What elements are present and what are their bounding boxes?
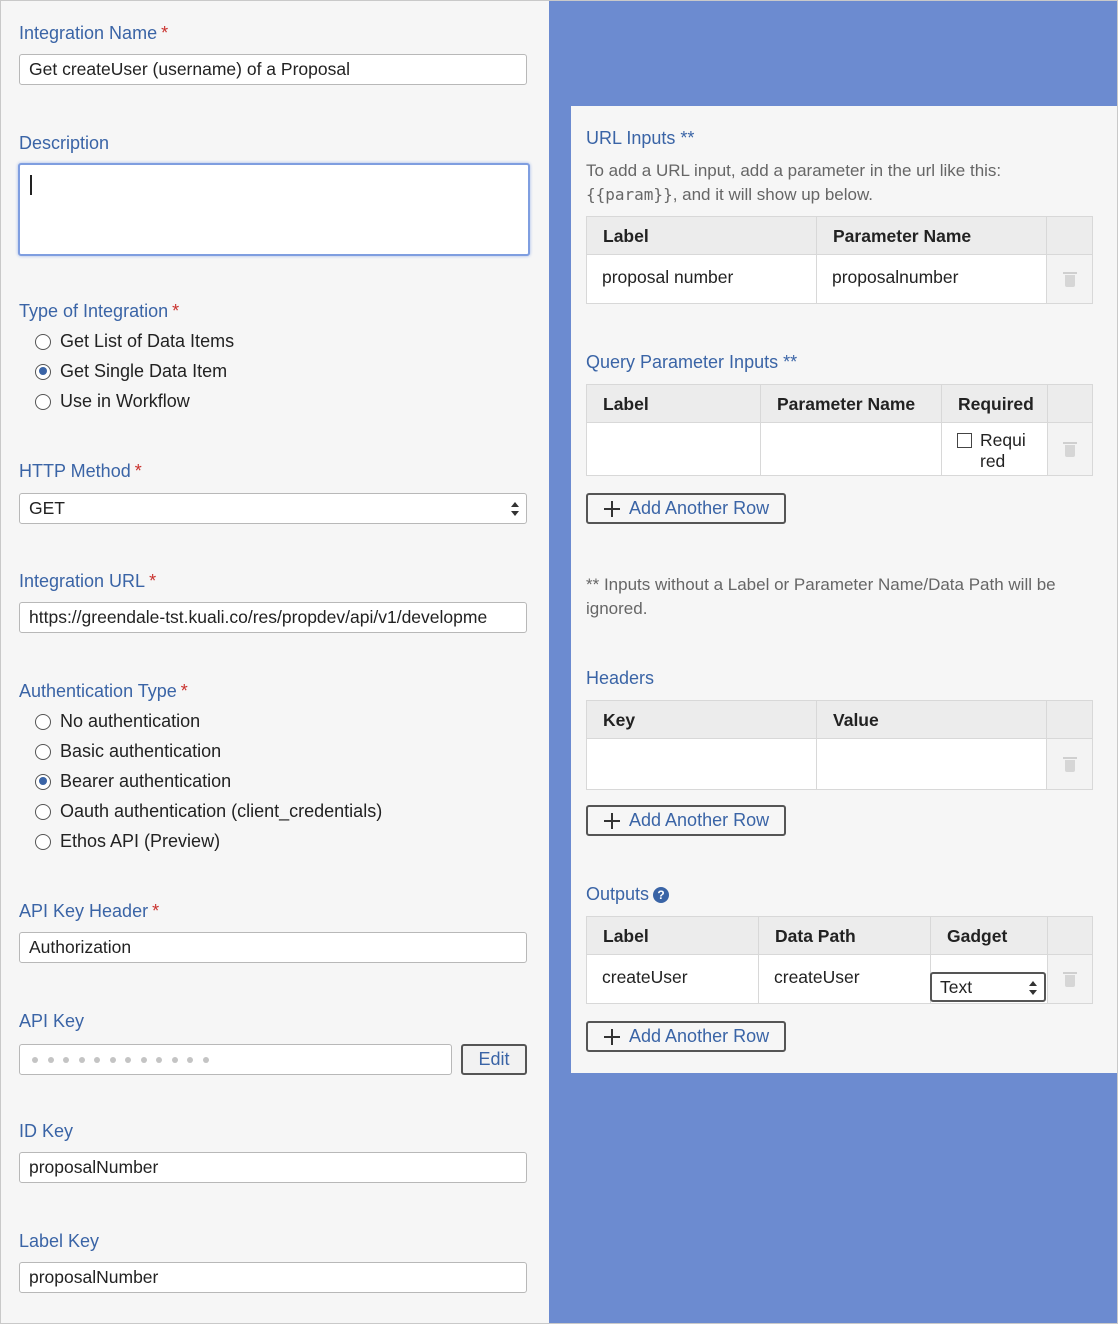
column-header-label: Label: [587, 385, 761, 422]
radio-icon[interactable]: [35, 394, 51, 410]
api-key-header-label: API Key Header *: [19, 901, 160, 921]
description-label: Description: [19, 133, 110, 153]
query-label-cell[interactable]: [587, 423, 761, 475]
column-header-required: Required: [942, 385, 1048, 422]
headers-title: Headers: [586, 668, 655, 688]
api-key-edit-button[interactable]: Edit: [461, 1044, 527, 1075]
authentication-type-label: Authentication Type *: [19, 681, 188, 701]
radio-icon[interactable]: [35, 334, 51, 350]
delete-row-button[interactable]: [1048, 423, 1092, 475]
trash-icon: [1064, 442, 1076, 457]
output-label-cell[interactable]: createUser: [587, 955, 759, 1003]
outputs-title: Outputs ?: [586, 884, 669, 905]
table-row: [587, 739, 1092, 789]
help-icon[interactable]: ?: [653, 887, 669, 903]
delete-row-button[interactable]: [1047, 255, 1092, 303]
column-header-parameter-name: Parameter Name: [761, 385, 942, 422]
checkbox-icon[interactable]: [957, 433, 972, 448]
column-header-gadget: Gadget: [931, 917, 1048, 954]
integration-form-panel: [1, 1, 549, 1323]
delete-row-button[interactable]: [1048, 955, 1092, 1003]
column-header-data-path: Data Path: [759, 917, 931, 954]
label-key-label: Label Key: [19, 1231, 100, 1251]
headers-table: [586, 700, 1093, 790]
id-key-label: ID Key: [19, 1121, 74, 1141]
header-value-cell[interactable]: [817, 739, 1047, 789]
query-parameter-table: [586, 384, 1093, 476]
outputs-table: [586, 916, 1093, 1004]
api-key-label: API Key: [19, 1011, 85, 1031]
integration-url-label: Integration URL *: [19, 571, 157, 591]
select-arrows-icon: [511, 502, 519, 516]
url-inputs-hint: To add a URL input, add a parameter in the url like this: {{param}}, and it will show up below.: [586, 161, 1002, 204]
inputs-outputs-panel: [571, 106, 1117, 1073]
url-inputs-table: [586, 216, 1093, 304]
radio-ethos[interactable]: Ethos API (Preview): [35, 831, 220, 852]
radio-icon[interactable]: [35, 744, 51, 760]
radio-no-auth[interactable]: No authentication: [35, 711, 200, 732]
url-inputs-title: URL Inputs **: [586, 128, 695, 148]
http-method-select[interactable]: GET: [19, 493, 527, 524]
gadget-select[interactable]: Text: [930, 972, 1046, 1002]
radio-selected-icon[interactable]: [35, 364, 51, 380]
trash-icon: [1064, 757, 1076, 772]
radio-icon[interactable]: [35, 714, 51, 730]
integration-name-label: Integration Name *: [19, 23, 169, 43]
required-checkbox[interactable]: Requi red: [942, 423, 1048, 475]
add-output-row-button[interactable]: Add Another Row: [586, 1021, 786, 1052]
id-key-input[interactable]: proposalNumber: [19, 1152, 527, 1183]
radio-oauth[interactable]: Oauth authentication (client_credentials): [35, 801, 382, 822]
column-header-value: Value: [817, 701, 1047, 738]
url-input-label-cell[interactable]: proposal number: [587, 255, 817, 303]
radio-bearer-auth[interactable]: Bearer authentication: [35, 771, 231, 792]
trash-icon: [1064, 272, 1076, 287]
header-key-cell[interactable]: [587, 739, 817, 789]
radio-get-list[interactable]: Get List of Data Items: [35, 331, 234, 352]
plus-icon: [604, 501, 620, 517]
radio-use-in-workflow[interactable]: Use in Workflow: [35, 391, 190, 412]
plus-icon: [604, 813, 620, 829]
radio-basic-auth[interactable]: Basic authentication: [35, 741, 221, 762]
table-row: [587, 955, 1092, 1003]
text-caret: [30, 175, 32, 195]
integration-name-input[interactable]: Get createUser (username) of a Proposal: [19, 54, 527, 85]
description-textarea[interactable]: [18, 163, 530, 256]
radio-icon[interactable]: [35, 834, 51, 850]
column-header-label: Label: [587, 217, 817, 254]
api-key-header-input[interactable]: Authorization: [19, 932, 527, 963]
type-of-integration-label: Type of Integration *: [19, 301, 180, 321]
radio-selected-icon[interactable]: [35, 774, 51, 790]
column-header-label: Label: [587, 917, 759, 954]
plus-icon: [604, 1029, 620, 1045]
query-parameter-cell[interactable]: [761, 423, 942, 475]
select-arrows-icon: [1029, 981, 1037, 995]
label-key-input[interactable]: proposalNumber: [19, 1262, 527, 1293]
ignored-inputs-note: ** Inputs without a Label or Parameter Name/Data Path will be ignored.: [586, 575, 1056, 618]
http-method-label: HTTP Method *: [19, 461, 142, 481]
column-header-key: Key: [587, 701, 817, 738]
trash-icon: [1064, 972, 1076, 987]
column-header-parameter-name: Parameter Name: [817, 217, 1047, 254]
url-input-parameter-cell[interactable]: proposalnumber: [817, 255, 1047, 303]
add-query-row-button[interactable]: Add Another Row: [586, 493, 786, 524]
gadget-cell: [931, 955, 1048, 1003]
output-path-cell[interactable]: createUser: [759, 955, 931, 1003]
query-parameter-inputs-title: Query Parameter Inputs **: [586, 352, 798, 372]
api-key-masked-input[interactable]: [19, 1044, 452, 1075]
table-row: [587, 255, 1092, 303]
add-header-row-button[interactable]: Add Another Row: [586, 805, 786, 836]
table-row: [587, 423, 1092, 475]
radio-icon[interactable]: [35, 804, 51, 820]
delete-row-button[interactable]: [1047, 739, 1092, 789]
integration-url-input[interactable]: https://greendale-tst.kuali.co/res/propdev/api/v1/developme: [19, 602, 527, 633]
radio-get-single[interactable]: Get Single Data Item: [35, 361, 227, 382]
